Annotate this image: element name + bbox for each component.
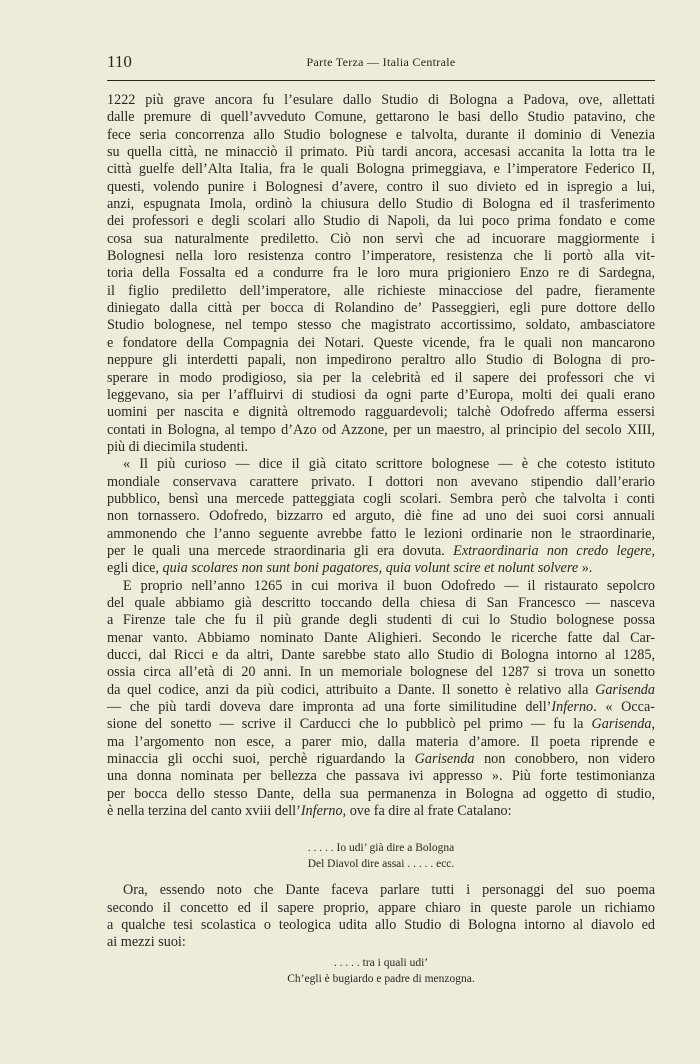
text-line xyxy=(107,734,655,751)
text-segment: dalle premure di quell’avveduto Comune, gettarono le basi dello Studio patavino, che xyxy=(107,109,655,126)
text-line xyxy=(107,751,655,768)
text-segment: , ove fa dire al frate Catalano: xyxy=(342,803,512,820)
text-line xyxy=(107,803,655,820)
text-segment: Ora, essendo noto che Dante faceva parlare tutti i personaggi del suo poema xyxy=(123,882,655,899)
text-segment: egli dice, xyxy=(107,560,163,577)
text-segment: da quel codice, anzi da più codici, attribuito a Dante. Il sonetto è relativo alla xyxy=(107,681,596,698)
text-segment: ducci, dal Ricci e da altri, Dante sarebbe stato allo Studio di Bologna intorno al 1285, xyxy=(107,647,655,663)
text-segment: non conobbero, non videro xyxy=(474,751,655,768)
text-line xyxy=(107,109,655,126)
text-line xyxy=(107,231,655,248)
paragraph xyxy=(107,456,655,577)
text-line xyxy=(107,664,655,681)
text-line xyxy=(107,882,655,899)
page-header xyxy=(107,52,655,74)
text-line xyxy=(107,265,655,282)
verse-line: . . . . . Io udi’ già dire a Bologna xyxy=(307,842,455,855)
italic-text: Inferno xyxy=(551,699,594,716)
paragraph xyxy=(107,578,655,821)
text-segment: il figlio prediletto dell’imperatore, alle richieste minacciose del padre, fieramente xyxy=(107,282,655,299)
text-line xyxy=(107,612,655,629)
text-segment: ammonendo che l’anno seguente avrebbe fatto le lezioni ordinarie non le straordinarie, xyxy=(107,525,655,542)
text-line xyxy=(107,560,655,577)
text-line xyxy=(107,161,655,178)
text-line xyxy=(107,300,655,317)
text-line xyxy=(107,543,655,560)
verse-line: . . . . . tra i quali udi’ xyxy=(333,956,429,969)
text-segment: uomini per nascita e dignità oltremodo ragguardevoli; talchè Odofredo afferma essersi xyxy=(107,404,655,421)
text-segment: e fondatore della Compagnia dei Notari. Queste vicende, fra le quali non mancarono xyxy=(107,334,655,351)
text-line xyxy=(107,786,655,803)
text-line xyxy=(107,716,655,733)
text-segment: a qualche tesi scolastica o teologica udita allo Studio di Bologna intorno al diavolo ed xyxy=(107,917,655,934)
text-segment: diniegato dalla città per bocca di Rolandino de’ Passeggieri, egli pure dottore dello xyxy=(107,300,655,317)
text-segment: Bolognesi nella loro resistenza contro l’imperatore, resistenza che li portò alla vit- xyxy=(107,248,655,265)
text-segment: mondiale conservava carattere privato. I dottori non avevano stipendio dall’erario xyxy=(107,473,655,490)
text-line xyxy=(107,768,655,785)
text-segment: a Firenze tale che fu il più grande degli studenti di cui lo Studio bolognese possa xyxy=(107,612,655,629)
text-line xyxy=(107,630,655,647)
text-segment: — che più tardi doveva dare impronta ad una forte similitudine dell’ xyxy=(107,699,552,716)
italic-text: Garisenda xyxy=(591,716,652,733)
text-segment: questi, volendo punire i Bolognesi d’avere, contro il suo divieto ed in ispregio a lui, xyxy=(107,178,655,195)
text-segment: contati in Bologna, al tempo d’Azo od Azzone, per un maestro, al principio del secolo XIII, xyxy=(107,421,655,438)
italic-text: Garisenda xyxy=(595,681,655,698)
text-line xyxy=(107,248,655,265)
verse-line: Del Diavol dire assai . . . . . ecc. xyxy=(307,858,455,871)
text-line xyxy=(107,92,655,109)
text-segment: è nella terzina del canto xviii dell’ xyxy=(107,803,301,820)
text-segment: « Il più curioso — dice il già citato scrittore bolognese — è che cotesto istituto xyxy=(123,456,655,473)
text-segment: ma l’argomento non esce, a parer mio, dalla materia d’amore. Il poeta riprende e xyxy=(107,733,655,750)
italic-text: quia scolares non sunt boni pagatores, quia volunt scire et nolunt solvere xyxy=(162,560,579,577)
page-body xyxy=(107,92,655,987)
verse-quote xyxy=(107,840,655,872)
text-line xyxy=(107,900,655,917)
text-segment: ossia circa all’età di 20 anni. In un memoriale bolognese del 1287 si trova un sonetto xyxy=(107,664,655,681)
text-segment: dei professori e degli scolari allo Studio di Napoli, da lui poco prima fondato e come xyxy=(107,213,655,230)
text-line xyxy=(107,317,655,334)
paragraph xyxy=(107,882,655,951)
text-segment: pubblico, bensì una mercede patteggiata cogli scolari. Sembra però che talvolta i conti xyxy=(107,490,655,507)
text-segment: , xyxy=(651,716,655,733)
text-line xyxy=(107,682,655,699)
text-segment: su quella città, ne minacciò il primato. Più tardi ancora, accesasi accanita la lotta tra le xyxy=(107,144,655,161)
italic-text: Extraordinaria non credo legere, xyxy=(453,542,655,559)
text-segment: Studio bolognese, nel tempo stesso che magistrato accortissimo, soldato, ambasciatore xyxy=(107,317,655,334)
text-segment: non tornassero. Odofredo, bizzarro ed arguto, diè fine ad uno dei suoi corsi annuali xyxy=(107,508,655,525)
text-segment: del quale abbiamo già descritto toccando della chiesa di San Francesco — nasceva xyxy=(107,594,655,611)
text-segment: menar vanto. Abbiamo nominato Dante Alighieri. Secondo le ricerche fatte dal Car- xyxy=(107,629,655,646)
text-segment: E proprio nell’anno 1265 in cui moriva il buon Odofredo — il ristaurato sepolcro xyxy=(123,577,655,594)
text-line xyxy=(107,370,655,387)
text-line xyxy=(107,474,655,491)
text-line xyxy=(107,335,655,352)
running-title: Parte Terza — Italia Centrale xyxy=(306,55,456,69)
italic-text: Inferno xyxy=(300,803,343,820)
text-line xyxy=(107,213,655,230)
text-segment: una donna nominata per bellezza che passava ivi appresso ». Più forte testimonianza xyxy=(107,768,655,785)
page-number: 110 xyxy=(107,52,132,71)
text-segment: sione del sonetto — scrive il Carducci che lo pubblicò pel primo — fu la xyxy=(107,716,592,733)
text-line xyxy=(107,699,655,716)
text-segment: neppure gli interdetti papali, non impedirono peraltro allo Studio di Bologna di pro- xyxy=(107,352,655,369)
text-segment: per bocca dello stesso Dante, della sua permanenza in Bologna ad oggetto di studio, xyxy=(107,785,655,802)
text-line xyxy=(107,127,655,144)
text-segment: leggevano, sia per l’affluirvi di studiosi da ogni parte d’Europa, molti dei quali erano xyxy=(107,386,655,403)
text-line xyxy=(107,917,655,934)
paragraph xyxy=(107,92,655,456)
text-line xyxy=(107,422,655,439)
text-segment: minaccia gli occhi suoi, perchè riguardando la xyxy=(107,751,415,768)
text-segment: città guelfe dell’Alta Italia, fra le quali Bologna primeggiava, e l’imperatore Federico II, xyxy=(107,161,655,178)
text-segment: . « Occa- xyxy=(593,699,655,716)
text-line xyxy=(107,647,655,664)
text-line xyxy=(107,283,655,300)
italic-text: Garisenda xyxy=(414,751,475,768)
verse-quote xyxy=(107,955,655,987)
text-line xyxy=(107,179,655,196)
text-line xyxy=(107,595,655,612)
header-rule xyxy=(107,80,655,81)
text-segment: secondo il concetto ed il sapere proprio, appare chiaro in queste parole un richiamo xyxy=(107,899,655,916)
text-line xyxy=(107,491,655,508)
text-segment: anzi, espugnata Imola, ordinò la chiusura dello Studio di Bologna ed il trasferimento xyxy=(107,196,655,213)
text-segment: cosa sua naturalmente prediletto. Ciò non servì che ad incuorare maggiormente i xyxy=(107,230,655,247)
text-line xyxy=(107,934,655,951)
text-segment: 1222 più grave ancora fu l’esulare dallo Studio di Bologna a Padova, ove, allettati xyxy=(107,92,655,108)
text-segment: ». xyxy=(578,560,593,577)
text-segment: fece seria concorrenza allo Studio bolognese e talvolta, durante il dominio di Venezia xyxy=(107,126,655,143)
text-line xyxy=(107,508,655,525)
text-line xyxy=(107,526,655,543)
text-line xyxy=(107,404,655,421)
text-line xyxy=(107,578,655,595)
text-line xyxy=(107,387,655,404)
text-line xyxy=(107,144,655,161)
text-line xyxy=(107,196,655,213)
verse-line: Ch’egli è bugiardo e padre di menzogna. xyxy=(287,972,475,985)
text-segment: toria della Fossalta ed a condurre fra le loro mura prigioniero Enzo re di Sardegna, xyxy=(107,265,655,282)
text-line xyxy=(107,456,655,473)
text-line xyxy=(107,439,655,456)
text-line xyxy=(107,352,655,369)
text-segment: sperare in modo prodigioso, sia per la celebrità ed il sapere dei professori che vi xyxy=(107,369,655,386)
text-segment: per le quali una mercede straordinaria gli era dovuta. xyxy=(107,542,454,559)
text-segment: più di diecimila studenti. xyxy=(107,438,249,455)
text-segment: ai mezzi suoi: xyxy=(107,934,186,951)
